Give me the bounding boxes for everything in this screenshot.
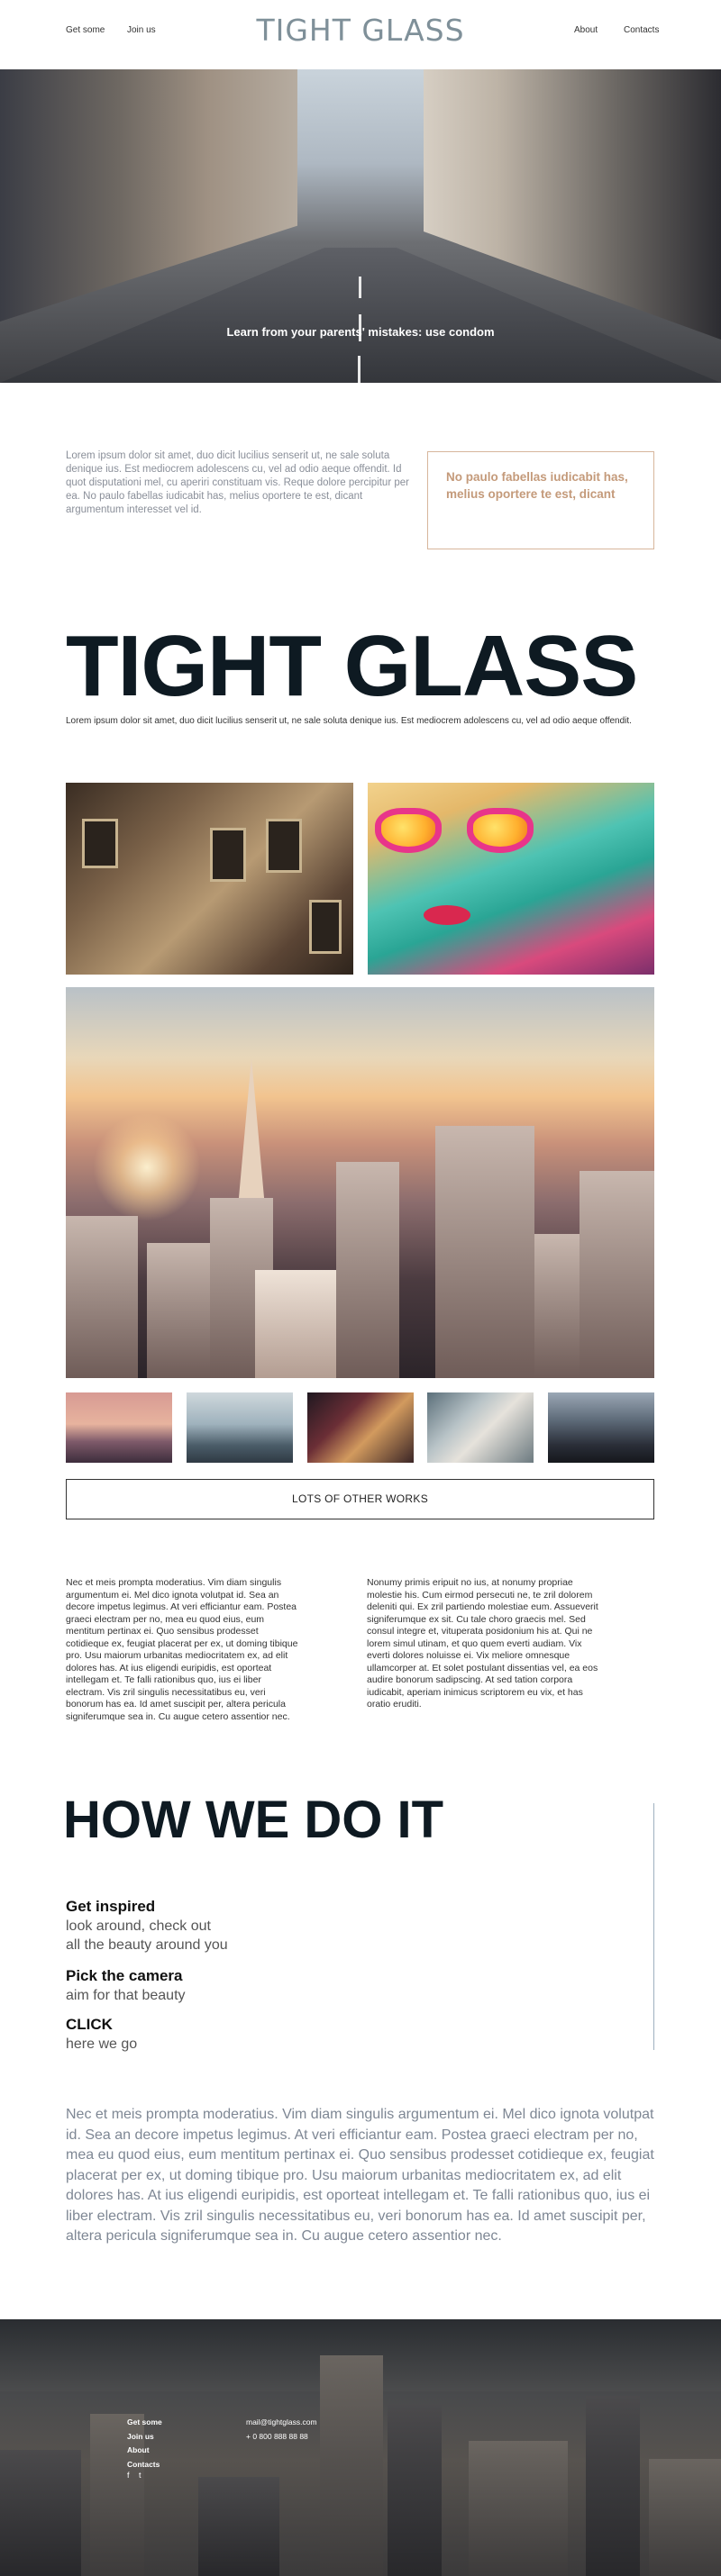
window-shape [266,819,302,873]
nav-link-join-us[interactable]: Join us [127,25,156,35]
intro-quote-box [427,451,654,549]
nav-link-get-some[interactable]: Get some [66,25,105,35]
footer-building [469,2441,568,2576]
twitter-icon[interactable]: t [139,2471,141,2480]
building-shape [66,1216,138,1378]
gallery-thumb-1[interactable] [66,1392,172,1463]
building-shape [580,1171,654,1378]
lips-shape [424,905,470,925]
showcase-subtitle: Lorem ipsum dolor sit amet, duo dicit lucilius senserit ut, ne sale soluta denique ius. Est mediocrem adolescens cu, vel ad odio aeque offendit. [66,716,632,726]
building-shape [534,1234,580,1378]
text-column-left: Nec et meis prompta moderatius. Vim diam singulis argumentum ei. Mel dico ignota volutpat id. Sea an decore impetus legimus. At veri efficiantur eam. Postea graeci electram per no, mea eu quod eius, eum mentitum pertinax ei. Quo sensibus prodesset cotidieque ex, feugiat placerat per ex, ut doming tibique pro. Usu maiorum urbanitas mediocritatem ex, ad elit dolores has. At ius eligendi euripidis, est oporteat intellegam et. Te falli rationibus quo, ius ei liber electram. Vis zril singulis necessitatibus eu, veri bonorum has ea. Id amet suscipit per, altera pericula signiferumque sea in. Cu augue cetero assentior nec. [66,1577,298,1722]
window-shape [82,819,118,868]
building-shape [147,1243,210,1378]
gallery-thumb-4[interactable] [427,1392,534,1463]
step-description: look around, check out [66,1918,211,1934]
sunglasses-lens-shape [467,808,534,853]
intro-paragraph: Lorem ipsum dolor sit amet, duo dicit lucilius senserit ut, ne sale soluta denique ius. Est mediocrem adolescens cu, vel ad odio aeque offendit. Id quot disputationi mel, cu aperiri constituam vis. Reque dolore percipitur per ea. No paulo fabellas iudicabit has, melius oportere te est, dicant argumentum interesset vel id. [66,450,409,515]
footer-building [320,2355,383,2576]
nav-link-about[interactable]: About [574,25,598,35]
gallery-photo-cityscape[interactable] [66,987,654,1378]
footer-building [198,2477,279,2576]
how-paragraph: Nec et meis prompta moderatius. Vim diam singulis argumentum ei. Mel dico ignota volutpat id. Sea an decore impetus legimus. At veri efficiantur eam. Postea graeci electram per no, mea eu quod eius, eum mentitum pertinax ei. Quo sensibus prodesset cotidieque ex, feugiat placerat per ex, ut doming tibique pro. Usu maiorum urbanitas mediocritatem ex, ad elit dolores has. At ius eligendi euripidis, est oporteat intellegam et. Te falli rationibus quo, ius ei liber electram. Vis zril singulis necessitatibus eu, veri bonorum has ea. Id amet suscipit per, altera pericula signiferumque sea in. Cu augue cetero assentior nec. [66,2107,654,2244]
sun-glow [93,1113,201,1221]
footer-link-get-some[interactable]: Get some [127,2417,162,2426]
gallery-photo-architecture[interactable] [66,783,353,975]
site-brand[interactable]: TIGHT GLASS [256,13,465,48]
gallery-photo-graffiti[interactable] [368,783,654,975]
footer-building [649,2459,721,2576]
gallery-thumb-5[interactable] [548,1392,654,1463]
footer-contact [246,2416,317,2444]
step-description: all the beauty around you [66,1937,228,1953]
step-heading: Pick the camera [66,1967,183,1984]
step-pick-camera [66,1966,186,2005]
window-shape [309,900,342,954]
footer-link-about[interactable]: About [127,2445,150,2454]
footer-link-contacts[interactable]: Contacts [127,2459,160,2469]
footer-social [127,2471,149,2480]
other-works-button[interactable]: LOTS OF OTHER WORKS [66,1479,654,1519]
step-description: aim for that beauty [66,1988,186,2003]
footer-link-join-us[interactable]: Join us [127,2431,154,2441]
building-shape [435,1126,534,1378]
footer-building [0,2450,81,2576]
step-click [66,2015,137,2054]
gallery-thumb-2[interactable] [187,1392,293,1463]
step-heading: CLICK [66,2016,113,2033]
sunglasses-lens-shape [375,808,442,853]
lane-marking [359,277,361,298]
footer-building [388,2405,442,2576]
intro-quote: No paulo fabellas iudicabit has, melius oportere te est, dicant [446,470,628,501]
nav-link-contacts[interactable]: Contacts [624,25,660,35]
footer-building [586,2396,640,2576]
step-heading: Get inspired [66,1898,156,1915]
footer-links [127,2416,162,2472]
lane-marking [358,356,360,383]
hero-caption: Learn from your parents' mistakes: use condom [226,325,495,339]
footer-phone: + 0 800 888 88 88 [246,2431,308,2441]
footer-email[interactable]: mail@tightglass.com [246,2417,317,2426]
vertical-divider [653,1803,654,2050]
site-footer [0,2319,721,2576]
facebook-icon[interactable]: f [127,2471,130,2480]
top-nav [0,0,721,69]
hero-banner [0,69,721,383]
gallery-thumb-3[interactable] [307,1392,414,1463]
text-column-right: Nonumy primis eripuit no ius, at nonumy propriae molestie his. Cum eirmod persecuti ne, te zril dolorem deleniti qui. Ex zril partiendo molestiae eum. Assueverit signiferumque ex sit. Cu tale choro graecis mel. Sed consul integre et, vituperata posidonium his at. Qui ne lorem simul utinam, et quo quem everti audiam. Vix everti dolores noluisse ei. Vix meliore omnesque ullamcorper at. Et solet postulant dissentias vel, ea eos audire bonorum sadipscing. At sed tation corpora iudicabit, aperiam inimicus scriptorem eu vix, et has oratio eruditi. [367,1577,598,1710]
step-get-inspired [66,1897,228,1955]
building-shape [336,1162,399,1378]
window-shape [210,828,246,882]
showcase-title: TIGHT GLASS [66,618,638,714]
how-title: HOW WE DO IT [63,1791,444,1849]
step-description: here we go [66,2036,138,2052]
